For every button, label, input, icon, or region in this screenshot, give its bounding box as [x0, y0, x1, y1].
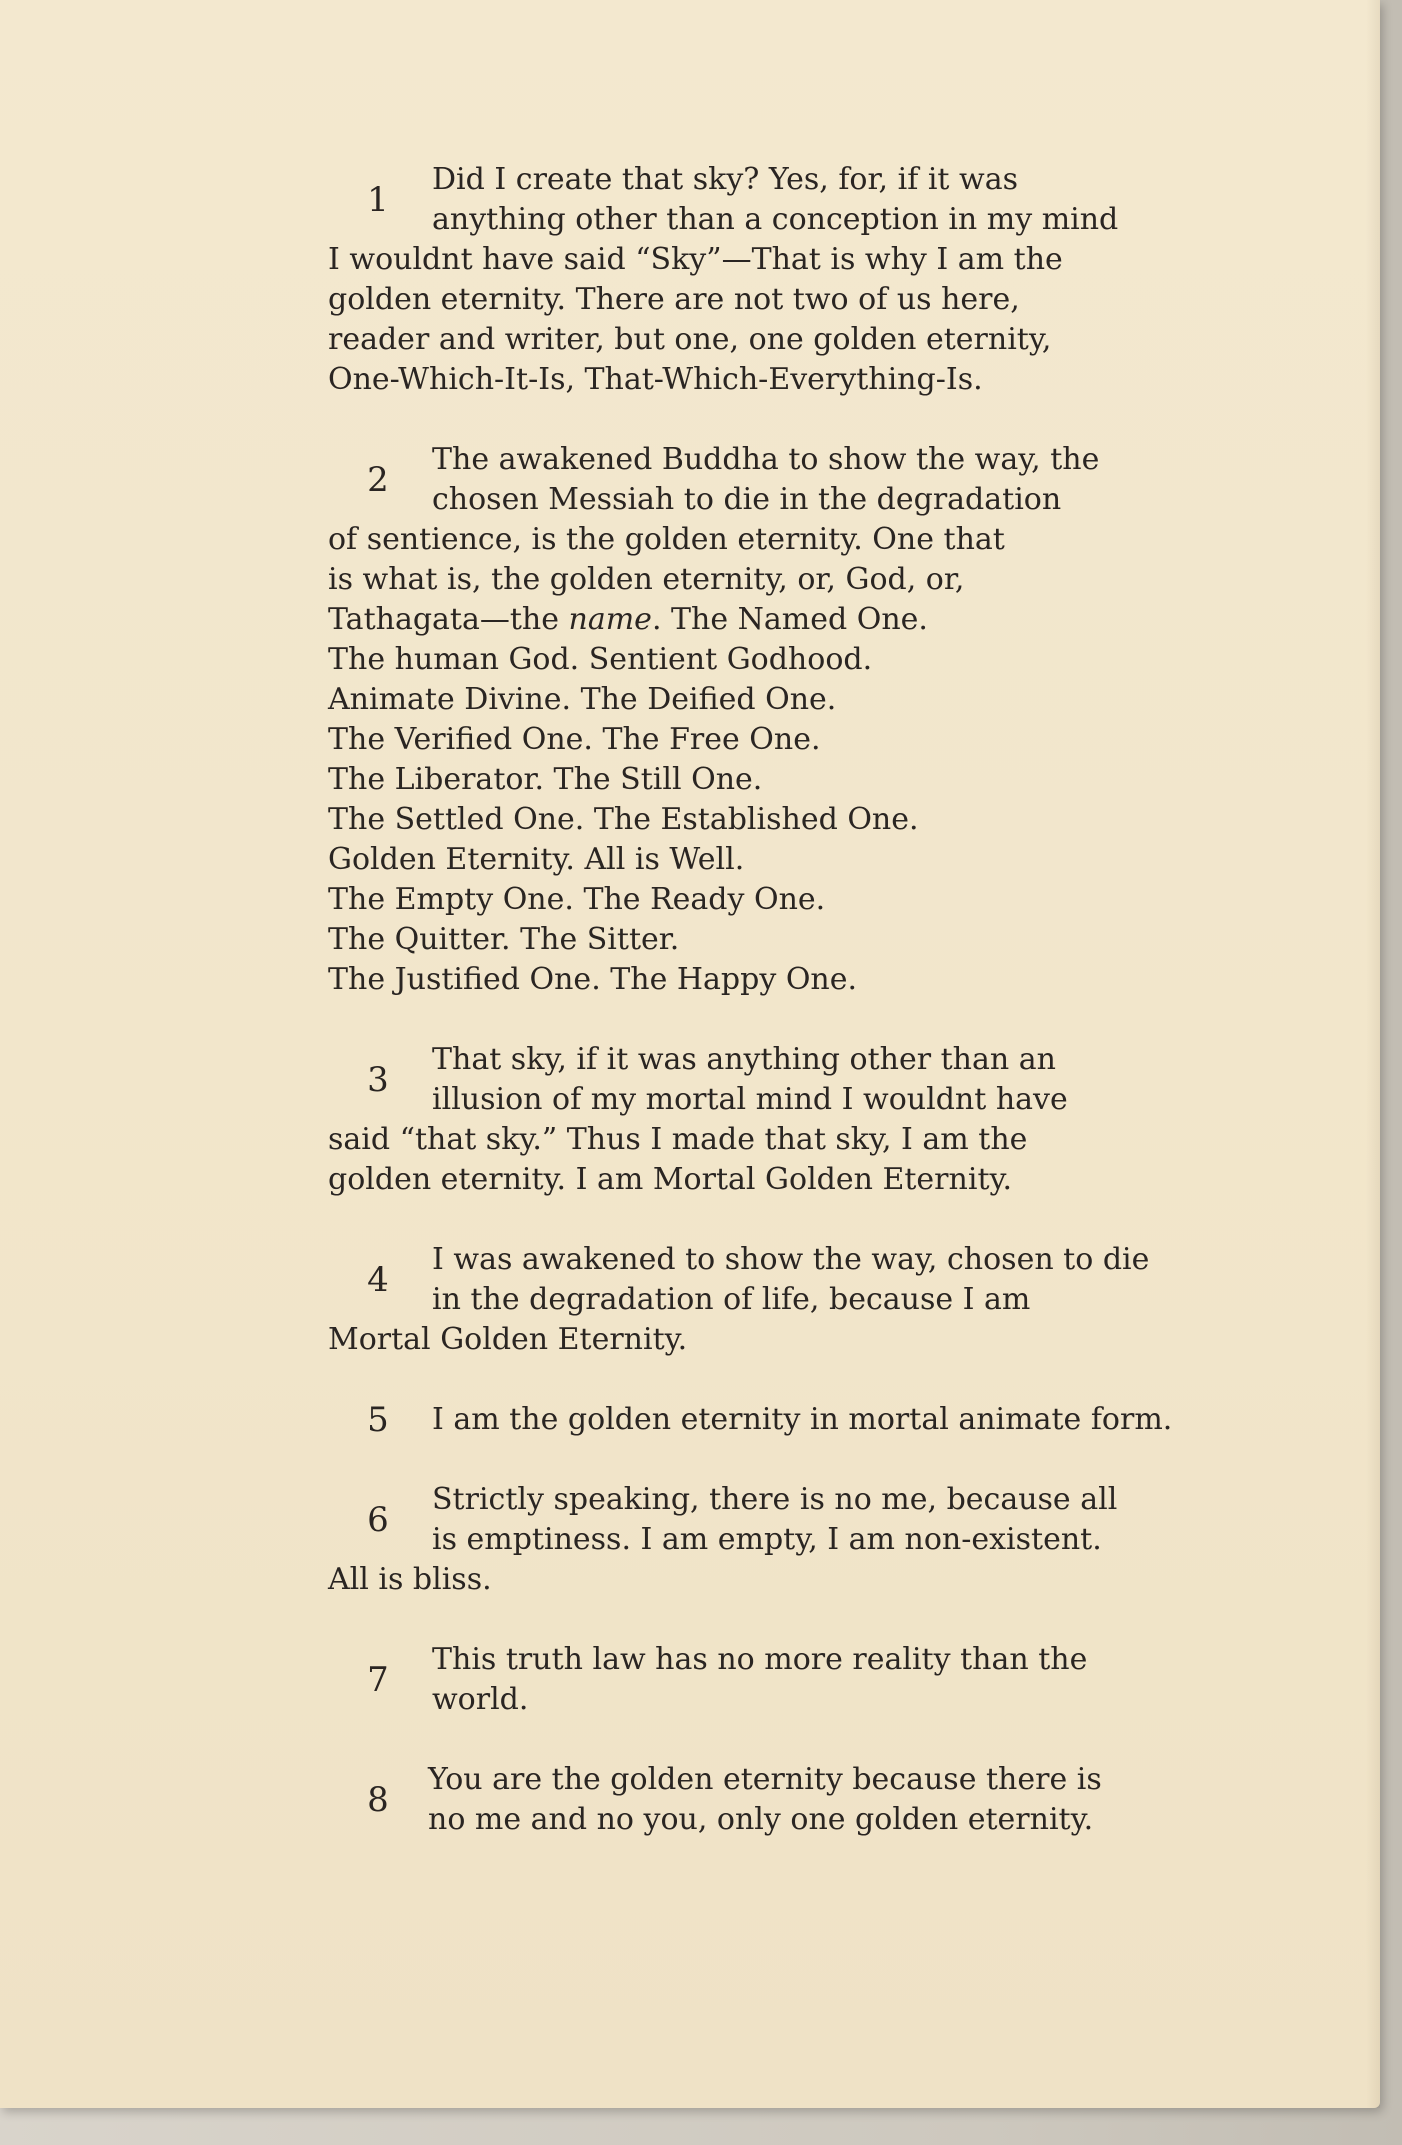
verse-line: I was awakened to show the way, chosen to die	[432, 1242, 1150, 1277]
verse-line: anything other than a conception in my mind	[432, 202, 1119, 237]
verse-line: no me and no you, only one golden eternity.	[428, 1802, 1094, 1837]
verse-line: One-Which-It-Is, That-Which-Everything-Is.	[328, 362, 983, 397]
verse-line: The Settled One. The Established One.	[328, 802, 919, 837]
verse-line: of sentience, is the golden eternity. One that	[328, 522, 1005, 557]
verse-line: You are the golden eternity because there is	[428, 1762, 1102, 1797]
verse-line: Animate Divine. The Deified One.	[328, 682, 837, 717]
verse-line: This truth law has no more reality than the	[432, 1642, 1088, 1677]
verse-line: The Empty One. The Ready One.	[328, 882, 826, 917]
verse-line: The Liberator. The Still One.	[328, 762, 763, 797]
verse-line: All is bliss.	[328, 1562, 492, 1597]
verse-8	[328, 1760, 1168, 1840]
verse-line: I wouldnt have said “Sky”—That is why I am the	[328, 242, 1063, 277]
verse-6	[328, 1480, 1168, 1600]
verse-line: That sky, if it was anything other than an	[432, 1042, 1056, 1077]
verse-line: illusion of my mortal mind I wouldnt have	[432, 1082, 1068, 1117]
verse-line: Strictly speaking, there is no me, because all	[432, 1482, 1118, 1517]
verse-line: reader and writer, but one, one golden eternity,	[328, 322, 1052, 357]
verse-7	[328, 1640, 1168, 1720]
verse-line: world.	[432, 1682, 529, 1717]
verse-3	[328, 1040, 1168, 1200]
verse-number: 8	[367, 1780, 389, 1820]
page-edge-shadow	[1366, 0, 1380, 2108]
verse-list	[328, 160, 1173, 1880]
verse-line: golden eternity. I am Mortal Golden Eternity.	[328, 1162, 1012, 1197]
verse-line: The Quitter. The Sitter.	[328, 922, 680, 957]
verse-line-tathagata	[328, 600, 1168, 640]
verse-number: 4	[367, 1260, 389, 1300]
verse-line: Mortal Golden Eternity.	[328, 1322, 688, 1357]
verse-number: 6	[367, 1500, 389, 1540]
verse-line: The human God. Sentient Godhood.	[328, 642, 873, 677]
verse-line: The Verified One. The Free One.	[328, 722, 821, 757]
verse-5	[328, 1400, 1173, 1440]
verse-line: Did I create that sky? Yes, for, if it was	[432, 162, 1018, 197]
verse-4	[328, 1240, 1168, 1360]
tathagata-before: Tathagata—the	[328, 602, 569, 637]
verse-line: is emptiness. I am empty, I am non-existent.	[432, 1522, 1102, 1557]
verse-line: golden eternity. There are not two of us here,	[328, 282, 1020, 317]
verse-line: Golden Eternity. All is Well.	[328, 842, 745, 877]
verse-number: 1	[367, 180, 389, 220]
verse-line: The awakened Buddha to show the way, the	[432, 442, 1100, 477]
verse-line: chosen Messiah to die in the degradation	[432, 482, 1062, 517]
verse-line: is what is, the golden eternity, or, God, or,	[328, 562, 965, 597]
verse-number: 3	[367, 1060, 389, 1100]
verse-number: 7	[367, 1660, 389, 1700]
verse-number: 5	[367, 1400, 389, 1440]
verse-number: 2	[367, 460, 389, 500]
italic-name: name	[568, 602, 652, 637]
tathagata-after: . The Named One.	[651, 602, 928, 637]
verse-line: in the degradation of life, because I am	[432, 1282, 1031, 1317]
verse-line: The Justified One. The Happy One.	[328, 962, 858, 997]
verse-1	[328, 160, 1168, 400]
verse-2	[328, 440, 1168, 1000]
verse-line: said “that sky.” Thus I made that sky, I am the	[328, 1122, 1028, 1157]
verse-line: I am the golden eternity in mortal animate form.	[432, 1402, 1173, 1437]
